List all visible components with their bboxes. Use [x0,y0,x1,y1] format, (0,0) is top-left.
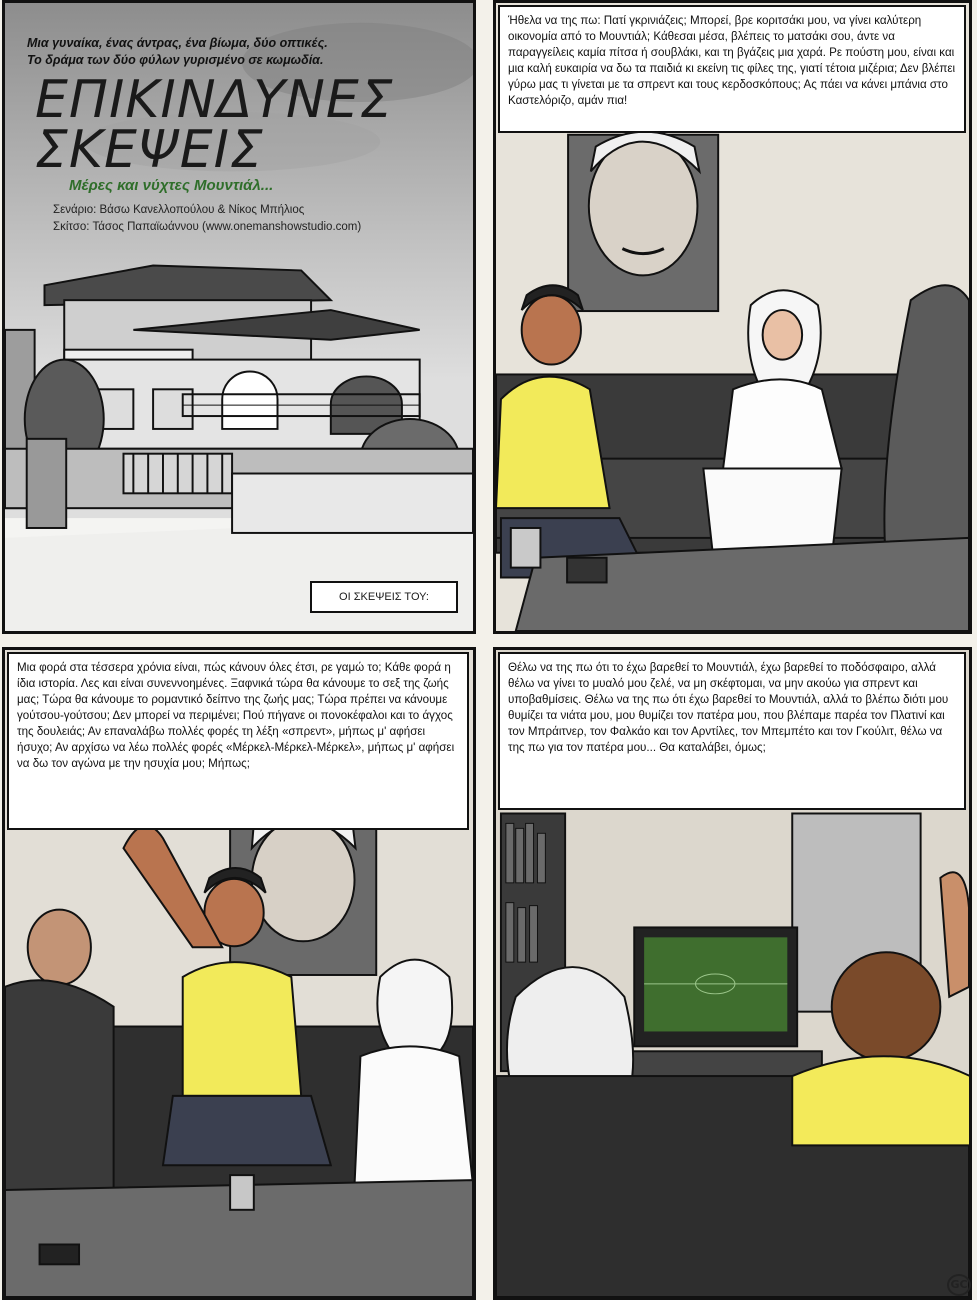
publisher-logo: GC [947,1274,971,1296]
caption-panel-3: Μια φορά στα τέσσερα χρόνια είναι, πώς κάνουν όλες έτσι, ρε γαμώ το; Κάθε φορά η ίδια ιστορία. Λες και είναι συνεννοημένες. Ξαφνικά τώρα θα κάνουμε το σεξ της ζωής μας; Τώρα θα κάνουμε το ρομαντικό δείπνο της ζωής μας; Τώρα πρέπει να κάνουμε γούτσου-γούτσου; Δεν μπορεί να περιμένει; Πού πήγανε οι πονοκέφαλοι και το άγχος της δουλειάς; Αν επαναλάβω πολλές φορές τη λέξη «σπρεντ», μήπως μ' αφήσει ήσυχο; Αν αρχίσω να λέω πολλές φορές «Μέρκελ-Μέρκελ-Μέρκελ», μήπως μ' αφήσει να δω τον αγώνα με την ησυχία μου; Μήπως; [7,652,469,830]
panel-living-room [493,0,972,634]
panel-tv [493,647,972,1300]
subtitle: Μέρες και νύχτες Μουντιάλ... [69,177,274,194]
caption-panel-2: Ήθελα να της πω: Πατί γκρινιάζεις; Μπορεί, βρε κοριτσάκι μου, να γίνει καλύτερη οικονομία από το Μουντιάλ; Κάθεσαι μέσα, βλέπεις το ματσάκι σου, άντε να παραγγείλεις καμία πίτσα ή σουβλάκι, και τη βγάζεις μια χαρά. Ρε πούστη μου, είναι και μια καλή ευκαιρία να δω τα παιδιά κι εκείνη τις φίλες της, γιατί τέτοια μιζέρια; Δεν βλέπει γύρω μας τι γίνεται με τα σπρεντ και τους κερδοσκόπους; Ας πάει να κάνει μπάνια στο Καστελόριζο, αμάν πια! [498,5,966,133]
thought-label: ΟΙ ΣΚΕΨΕΙΣ ΤΟΥ: [310,581,458,613]
panel-cover [2,0,476,634]
panel-argument [2,647,476,1300]
title-line-1: ΕΠΙΚΙΝΔΥΝΕΣ [35,70,394,130]
tagline: Μια γυναίκα, ένας άντρας, ένα βίωμα, δύο οπτικές. Το δράμα των δύο φύλων γυρισμένο σε κωμωδία. [27,36,328,67]
credits-script: Σενάριο: Βάσω Κανελλοπούλου & Νίκος Μπήλιος [53,204,305,216]
title-line-2: ΣΚΕΨΕΙΣ [35,120,264,180]
caption-panel-4: Θέλω να της πω ότι το έχω βαρεθεί το Μουντιάλ, έχω βαρεθεί το ποδόσφαιρο, αλλά θέλω να γίνει το μυαλό μου ζελέ, να μη σκέφτομαι, να μην ακούω για σπρεντ και υποβαθμίσεις. Θέλω να της πω ότι έχω βαρεθεί το Μουντιάλ, αλλά το βλέπω διότι μου θυμίζει τα νιάτα μου, μου θυμίζει τον πατέρα μου, που βλέπαμε παρέα τον Πλατινί και τον Μπράιτνερ, τον Φαλκάο και τον Αρντίλες, τον Μπεμπέτο και τον Γκούλιτ, θέλω να της πω για τον πατέρα μου... Θα καταλάβει, όμως; [498,652,966,810]
credits-art: Σκίτσο: Τάσος Παπαϊωάννου (www.onemanshowstudio.com) [53,221,362,233]
